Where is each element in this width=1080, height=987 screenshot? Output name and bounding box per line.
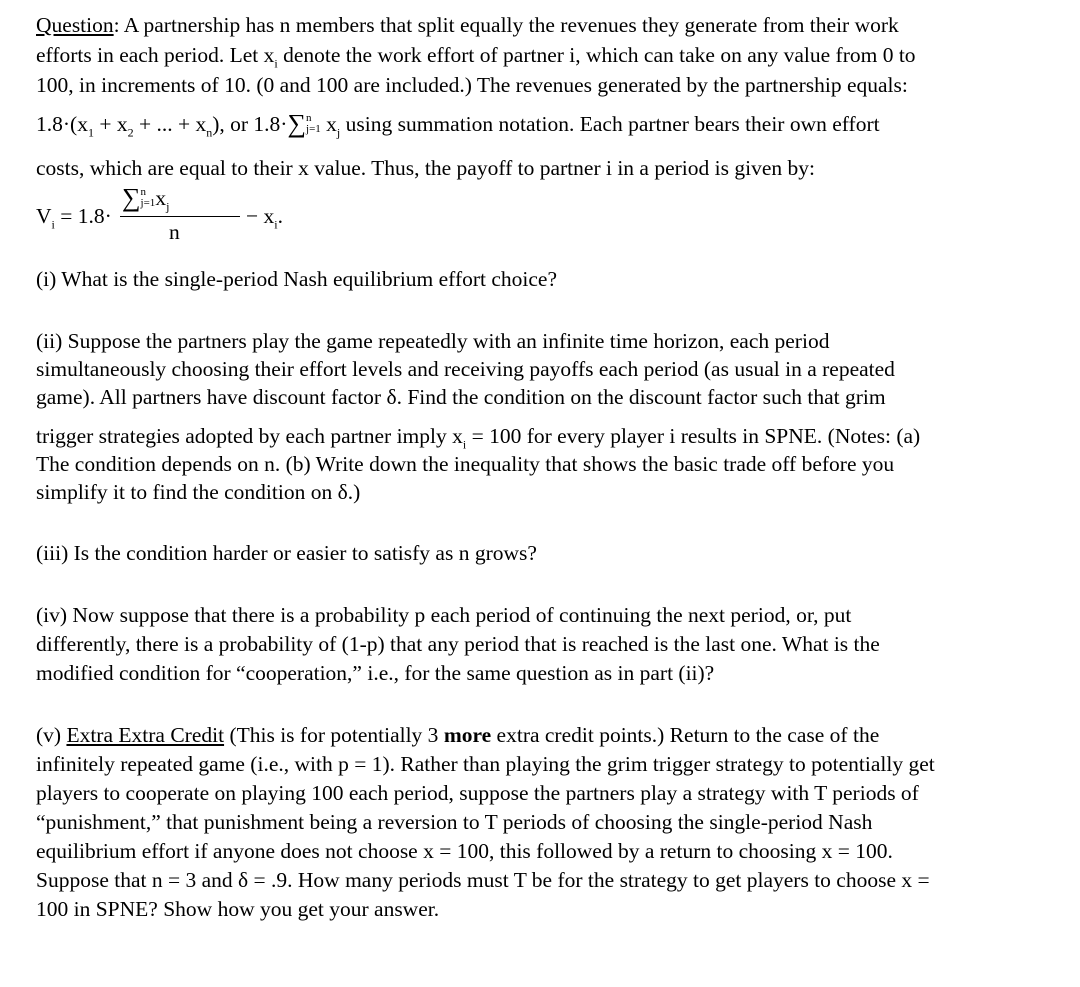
part-ii-line-6: simplify it to find the condition on δ.) bbox=[36, 480, 361, 504]
part-ii-line-2: simultaneously choosing their effort levels and receiving payoffs each period (as usual in a repeated bbox=[36, 357, 895, 381]
part-ii-line-1: (ii) Suppose the partners play the game repeatedly with an infinite time horizon, each period bbox=[36, 329, 830, 353]
costs-line: costs, which are equal to their x value. Thus, the payoff to partner i in a period is given by: bbox=[36, 156, 815, 180]
part-iii: (iii) Is the condition harder or easier to satisfy as n grows? bbox=[36, 541, 537, 565]
part-v-line-4: “punishment,” that punishment being a reversion to T periods of choosing the single-period Nash bbox=[36, 810, 873, 834]
part-ii-line-5: The condition depends on n. (b) Write down the inequality that shows the basic trade off before you bbox=[36, 452, 895, 476]
part-v-line-5: equilibrium effort if anyone does not choose x = 100, this followed by a return to choosing x = 100. bbox=[36, 839, 893, 863]
part-ii-line-3: game). All partners have discount factor δ. Find the condition on the discount factor such that grim bbox=[36, 385, 886, 409]
fraction-bar bbox=[120, 216, 240, 217]
part-v-line-6: Suppose that n = 3 and δ = .9. How many periods must T be for the strategy to get players to choose x = bbox=[36, 868, 930, 892]
summation-icon: ∑ bbox=[122, 183, 141, 212]
part-v-line-1: (v) Extra Extra Credit (This is for potentially 3 more extra credit points.) Return to the case of the bbox=[36, 723, 880, 747]
part-v-line-3: players to cooperate on playing 100 each period, suppose the partners play a strategy with T periods of bbox=[36, 781, 919, 805]
question-label: Question bbox=[36, 13, 114, 37]
part-v-line-2: infinitely repeated game (i.e., with p = 1). Rather than playing the grim trigger strategy to potentially get bbox=[36, 752, 935, 776]
intro-line-2: efforts in each period. Let $x_i$ denote the work effort of partner i, which can take on any value from 0 to bbox=[36, 43, 916, 71]
part-iv-line-1: (iv) Now suppose that there is a probability p each period of continuing the next period, or, put bbox=[36, 603, 852, 627]
summation-limits: n j=1 bbox=[306, 112, 321, 136]
part-i: (i) What is the single-period Nash equilibrium effort choice? bbox=[36, 267, 558, 291]
intro-line-1: Question: A partnership has n members that split equally the revenues they generate from their work bbox=[36, 13, 899, 37]
payoff-formula: $V_i = 1.8\cdot$ ∑n $j=1x_j$ n − $x_i$. bbox=[36, 183, 283, 244]
part-iv-line-2: differently, there is a probability of (1-p) that any period that is reached is the last one. What is the bbox=[36, 632, 880, 656]
revenue-line: $1.8\cdot(x_1 + x_2$ + ... + $x_n$), or 1.8·∑n j=1 $x_j$ using summation notation. Each partner bears their own effort bbox=[36, 109, 880, 140]
part-ii-line-4: trigger strategies adopted by each partner imply $x_i = 100$ for every player i results in SPNE. (Notes: (a) bbox=[36, 424, 921, 452]
part-v-line-7: 100 in SPNE? Show how you get your answer. bbox=[36, 897, 440, 921]
formula-denominator: n bbox=[169, 220, 180, 244]
extra-credit-label: Extra Extra Credit bbox=[66, 723, 225, 747]
formula-numerator: ∑n $j=1x_j$ bbox=[122, 183, 170, 214]
intro-line-3: 100, in increments of 10. (0 and 100 are included.) The revenues generated by the partnership equals: bbox=[36, 73, 908, 97]
summation-icon: ∑ bbox=[287, 109, 307, 138]
part-iv-line-3: modified condition for “cooperation,” i.e., for the same question as in part (ii)? bbox=[36, 661, 715, 685]
